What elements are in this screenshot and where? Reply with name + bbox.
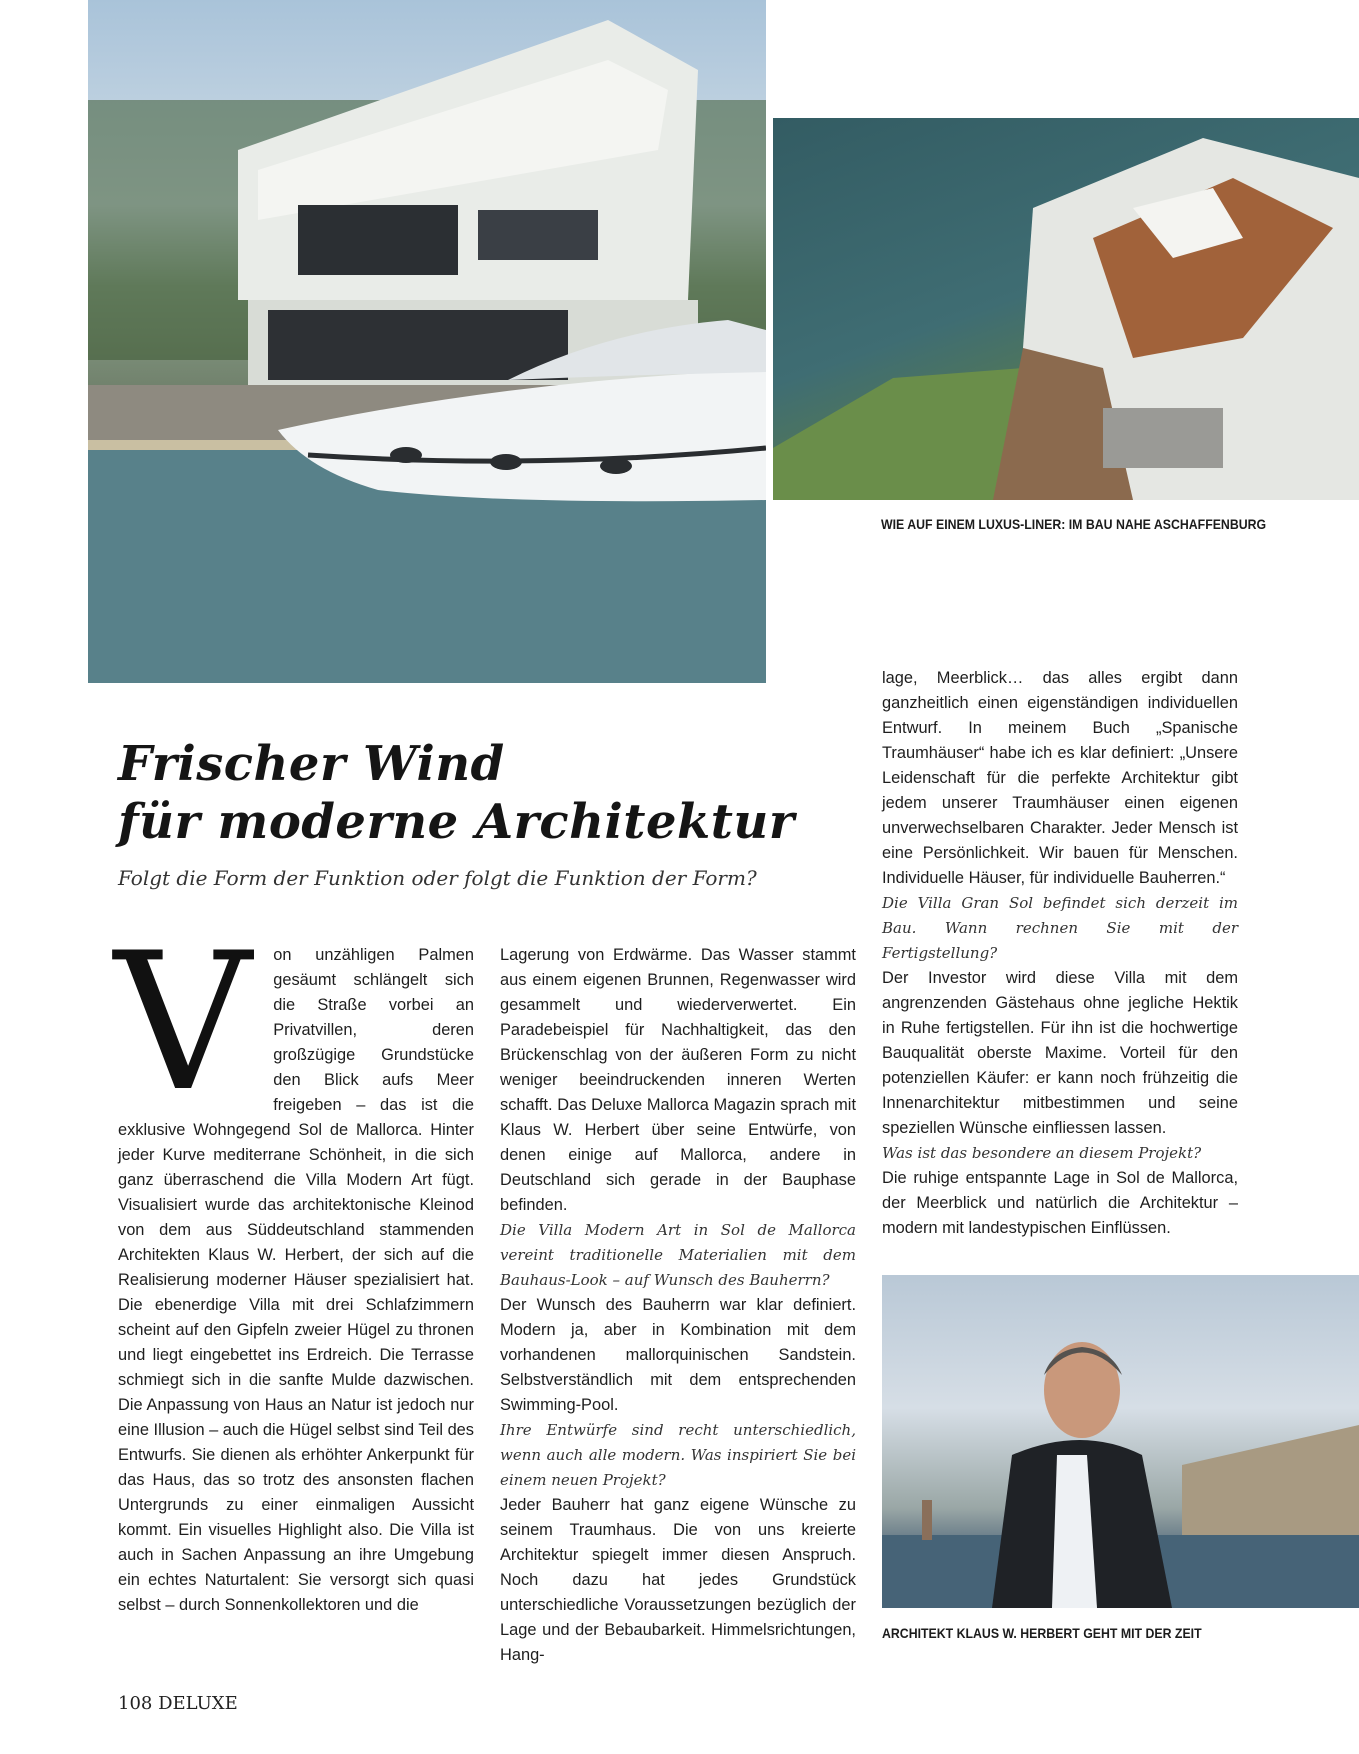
portrait-illustration [882, 1275, 1359, 1608]
page-number: 108 [118, 1693, 153, 1714]
magazine-name: DELUXE [158, 1693, 238, 1714]
interview-question: Die Villa Gran Sol befindet sich derzeit im Bau. Wann rechnen Sie mit der Fertigstellung? [882, 894, 1238, 962]
article-column-3 [882, 666, 1238, 1241]
body-paragraph: Jeder Bauherr hat ganz eigene Wünsche zu seinem Traumhaus. Die von uns kreierte Architektur spiegelt immer diesen Anspruch. Noch dazu hat jedes Grundstück unterschiedliche Voraussetzungen bezüglich der Lage und der Bebaubarkeit. Himmelsrichtungen, Hang- [500, 1496, 856, 1664]
portrait-caption: ARCHITEKT KLAUS W. HERBERT GEHT MIT DER ZEIT [882, 1625, 1202, 1641]
article-title [118, 735, 795, 851]
body-paragraph: Der Wunsch des Bauherrn war klar definiert. Modern ja, aber in Kombination mit dem vorhandenen mallorquinischen Sandstein. Selbstverständlich mit dem entsprechenden Swimming-Pool. [500, 1296, 856, 1414]
interview-question: Was ist das besondere an diesem Projekt? [882, 1144, 1202, 1162]
article-title-line1: Frischer Wind [118, 736, 505, 792]
body-paragraph: on unzähligen Palmen gesäumt schlängelt sich die Straße vorbei an Privatvillen, deren großzügige Grundstücke den Blick aufs Meer freigeben – das ist die exklusive Wohngegend Sol de Mallorca. Hinter jeder Kurve mediterrane Schönheit, in die sich ganz überraschend die Villa Modern Art fügt. Visualisiert wurde das architektonische Kleinod von dem aus Süddeutschland stammenden Architekten Klaus W. Herbert, der sich auf die Realisierung moderner Häuser spezialisiert hat. Die ebenerdige Villa mit drei Schlafzimmern scheint auf den Gipfeln zweier Hügel zu thronen und liegt eingebettet ins Erdreich. Die Terrasse schmiegt sich in die sanfte Mulde dazwischen. Die Anpassung von Haus an Natur ist jedoch nur eine Illusion – auch die Hügel selbst sind Teil des Entwurfs. Sie dienen als erhöhter Ankerpunkt für das Haus, das so trotz des ansonsten flachen Untergrunds zu einer einmaligen Aussicht kommt. Ein visuelles Highlight also. Die Villa ist auch in Sachen Anpassung an ihre Umgebung ein echtes Naturtalent: Sie versorgt sich quasi selbst – durch Sonnenkollektoren und die [118, 946, 474, 1614]
article-column-1 [114, 912, 474, 1618]
page-footer [118, 1693, 238, 1714]
interview-question: Die Villa Modern Art in Sol de Mallorca vereint traditionelle Materialien mit dem Bauhaus-Look – auf Wunsch des Bauherrn? [500, 1221, 856, 1289]
body-paragraph: Der Investor wird diese Villa mit dem angrenzenden Gästehaus ohne jegliche Hektik in Ruhe fertigstellen. Für ihn ist die hochwertige Bauqualität oberste Maxime. Vorteil für den potenziellen Käufer: er kann noch frühzeitig die Innenarchitektur mitbestimmen und seine speziellen Wünsche einfliessen lassen. [882, 969, 1238, 1137]
body-paragraph: Die ruhige entspannte Lage in Sol de Mallorca, der Meerblick und natürlich die Architektur – modern mit landestypischen Einflüssen. [882, 1169, 1238, 1237]
aerial-illustration [773, 118, 1359, 500]
aerial-image [773, 118, 1359, 500]
architect-portrait [882, 1275, 1359, 1608]
article-column-2 [500, 943, 856, 1668]
hero-image [88, 0, 766, 683]
aerial-caption: WIE AUF EINEM LUXUS-LINER: IM BAU NAHE ASCHAFFENBURG [881, 516, 1267, 532]
article-subtitle: Folgt die Form der Funktion oder folgt die Funktion der Form? [118, 866, 757, 890]
interview-question: Ihre Entwürfe sind recht unterschiedlich, wenn auch alle modern. Was inspiriert Sie bei einem neuen Projekt? [500, 1421, 856, 1489]
drop-cap: V [114, 912, 252, 1133]
body-paragraph: lage, Meerblick… das alles ergibt dann ganzheitlich einen eigenständigen individuellen Entwurf. In meinem Buch „Spanische Traumhäuser“ habe ich es klar definiert: „Unsere Leidenschaft für die perfekte Architektur gibt jedem unserer Traumhäuser einen eigenen unverwechselbaren Charakter. Jeder Mensch ist eine Persönlichkeit. Wir bauen für Menschen. Individuelle Häuser, für individuelle Bauherren.“ [882, 669, 1238, 887]
body-paragraph: Lagerung von Erdwärme. Das Wasser stammt aus einem eigenen Brunnen, Regenwasser wird gesammelt und wiederverwertet. Ein Paradebeispiel für Nachhaltigkeit, das den Brückenschlag von der äußeren Form zu nicht weniger beeindruckenden inneren Werten schafft. Das Deluxe Mallorca Magazin sprach mit Klaus W. Herbert über seine Entwürfe, von denen einige auf Mallorca, andere in Deutschland sich gerade in der Bauphase befinden. [500, 946, 856, 1214]
article-title-line2: für moderne Architektur [118, 794, 795, 850]
hero-illustration [88, 0, 766, 683]
